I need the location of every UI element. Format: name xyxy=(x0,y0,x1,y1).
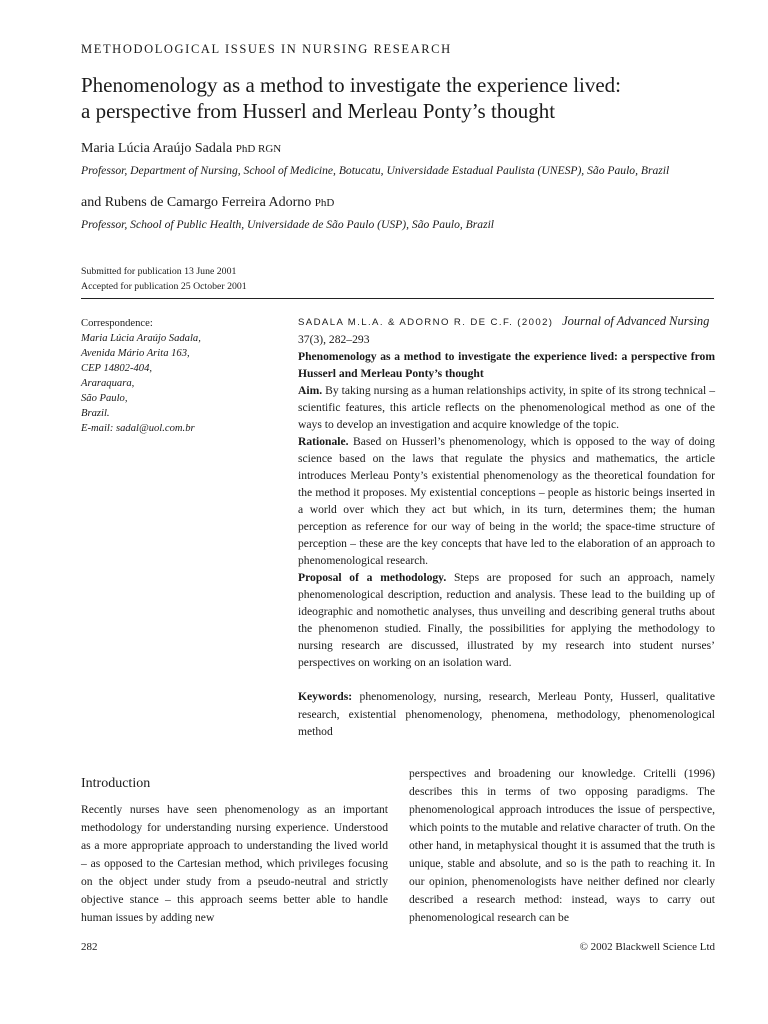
citation-authors: SADALA M.L.A. & ADORNO R. DE C.F. (2002) xyxy=(298,317,554,328)
submitted-date: Submitted for publication 13 June 2001 xyxy=(81,266,237,277)
abstract xyxy=(298,313,715,671)
introduction-right-column: perspectives and broadening our knowledge. Critelli (1996) describes this in terms of two opposing paradigms. The phenomenological approach introduces the issue of perspective, which points to the mutable and relative character of truth. On the other hand, in metaphysical thought it is assumed that the truth is unique, stable and absolute, and so is the path to reaching it. In our opinion, phenomenologists have neither defined nor clearly described a research method: instead, ways to carry out phenomenological research can be xyxy=(409,767,715,924)
page-number: 282 xyxy=(81,941,98,953)
rationale-text: Based on Husserl’s phenomenology, which is opposed to the way of doing science based on the laws that regulate the physics and mathematics, the article introduces Merleau Ponty’s existential phenomenology as the theoretical foundation for the method it proposes. My existential conceptions – people as historic beings inserted in a world over which they act but which, in its turn, determines them; the human perception as reference for our way of being in the world; the space-time structure of perception – these are the key concepts that have led to the elaboration of an approach to phenomenological research. xyxy=(298,435,715,567)
title-line-2: a perspective from Husserl and Merleau Ponty’s thought xyxy=(81,99,556,123)
author-1-degrees: PhD RGN xyxy=(235,143,282,155)
proposal-text: Steps are proposed for such an approach, namely phenomenological description, reduction and analysis. These lead to the building up of ideographic and nomothetic analyses, thus unveiling and describing general truths about the phenomenon studied. Finally, the possibilities for applying the methodology to nursing research are discussed, illustrated by my research into student nurses’ perspectives on working on an isolation ward. xyxy=(298,571,716,669)
abstract-title: Phenomenology as a method to investigate the experience lived: a perspective from Husserl and Merleau Ponty’s thought xyxy=(298,350,715,380)
proposal-label: Proposal of a methodology. xyxy=(298,571,447,584)
abstract-proposal xyxy=(298,569,715,671)
correspondence-block xyxy=(81,316,281,436)
title-line-1: Phenomenology as a method to investigate the experience lived: xyxy=(81,73,622,97)
header-divider xyxy=(81,298,714,299)
correspondence-line: São Paulo, xyxy=(81,393,128,404)
correspondence-line: Maria Lúcia Araújo Sadala, xyxy=(81,333,201,344)
correspondence-line: Brazil. xyxy=(81,408,110,419)
article-title xyxy=(81,72,721,124)
author-1-name: Maria Lúcia Araújo Sadala xyxy=(81,141,233,156)
keywords-label: Keywords: xyxy=(298,690,353,703)
correspondence-line: Araraquara, xyxy=(81,378,135,389)
keywords-text: phenomenology, nursing, research, Merleau Ponty, Husserl, qualitative research, existential phenomenology, phenomena, methodology, phenomenological method xyxy=(298,690,716,738)
citation-line xyxy=(298,313,715,331)
author-2-degrees: PhD xyxy=(314,197,335,209)
citation-volume: 37(3), 282–293 xyxy=(298,333,370,346)
rationale-label: Rationale. xyxy=(298,435,349,448)
correspondence-email: E-mail: sadal@uol.com.br xyxy=(81,423,195,434)
author-2 xyxy=(81,195,334,211)
journal-name: Journal of Advanced Nursing xyxy=(562,314,710,328)
correspondence-line: Avenida Mário Arita 163, xyxy=(81,348,190,359)
aim-label: Aim. xyxy=(298,384,323,397)
abstract-rationale xyxy=(298,433,715,569)
correspondence-label: Correspondence: xyxy=(81,318,153,329)
introduction-left-column: Recently nurses have seen phenomenology as an important methodology for understanding nursing experience. Understood as a more appropriate approach to understanding the lived world – as opposed to the Cartesian method, which privileges focusing on the object under study from a pseudo-neutral and strictly objective stance – this approach seems better able to handle human issues by adding new xyxy=(81,803,388,924)
publication-dates xyxy=(81,264,247,294)
aim-text: By taking nursing as a human relationships activity, in spite of its strong technical – scientific features, this article reflects on the phenomenological method as one of the ways to develop an investigation and acquire knowledge of the topic. xyxy=(298,384,715,431)
keywords xyxy=(298,688,715,741)
correspondence-line: CEP 14802-404, xyxy=(81,363,153,374)
introduction-heading: Introduction xyxy=(81,776,151,791)
abstract-aim xyxy=(298,382,715,433)
author-2-name: and Rubens de Camargo Ferreira Adorno xyxy=(81,195,312,210)
copyright-notice: © 2002 Blackwell Science Ltd xyxy=(579,941,715,953)
author-2-affiliation: Professor, School of Public Health, Universidade de São Paulo (USP), São Paulo, Brazil xyxy=(81,218,495,231)
accepted-date: Accepted for publication 25 October 2001 xyxy=(81,281,247,292)
section-label: METHODOLOGICAL ISSUES IN NURSING RESEARCH xyxy=(81,42,452,56)
author-1-affiliation: Professor, Department of Nursing, School of Medicine, Botucatu, Universidade Estadual Paulista (UNESP), São Paulo, Brazil xyxy=(81,164,670,177)
author-1 xyxy=(81,141,281,157)
